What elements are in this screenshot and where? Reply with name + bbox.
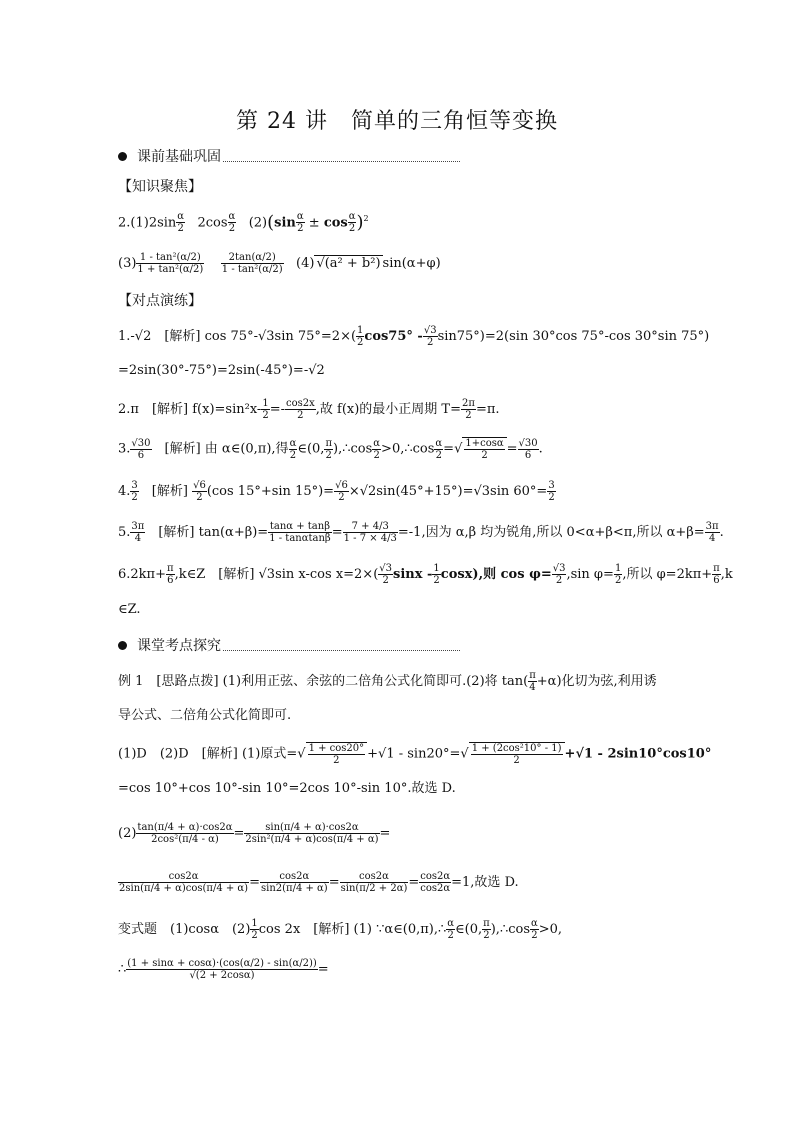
knowledge-heading: 【知识聚焦】 <box>118 179 202 195</box>
bullet-icon <box>118 152 127 161</box>
knowledge-item-3: (3) $\frac{\text{1 - tan²(α/2)}}{\text{1 + tan²(α/2)}}$ $\frac{2\tan(\alpha/2)}{\text{1 - tan²(α/2)}}$ (4) √(a² + b²) sin(α+φ) <box>118 252 441 275</box>
section-label: 课前基础巩固 <box>137 149 221 165</box>
example-1-hint-cont: 导公式、二倍角公式化简即可. <box>118 708 292 723</box>
section-heading-in-class <box>118 635 460 655</box>
practice-item-4: 4. $\frac{3}{2}$ [解析] $\frac{√6}{2}$ (cos 15°+sin 15°)= $\frac{√6}{2}$ ×√2sin(45°+15°)=√3sin 60°= $\frac{3}{2}$ <box>118 480 555 503</box>
practice-item-6-cont: ∈Z. <box>118 602 141 617</box>
variant-problem: 变式题 (1)cosα (2) $\frac{1}{2}$ cos 2x [解析] (1) ∵α∈(0,π),∴ $\frac{\alpha}{2}$ ∈(0, $\frac{\pi}{2}$ ),∴cos $\frac{\alpha}{2}$ >0, <box>118 918 563 941</box>
variant-solution: ∴ $\frac{(1 + \sin\alpha + \cos\alpha)\cdot(\cos(\alpha/2) - \sin(\alpha/2))}{√(2 + 2\cos\alpha)}$ = <box>118 958 329 981</box>
practice-heading: 【对点演练】 <box>118 293 202 309</box>
practice-item-6: 6.2kπ+ $\frac{\pi}{6}$ ,k∈Z [解析] √3sin x-cos x=2×( $\frac{√3}{2}$ sinx - $\frac{1}{2}$ cosx),则 cos φ= $\frac{√3}{2}$ ,sin φ= $\frac{1}{2}$ ,所以 φ=2kπ+ $\frac{\pi}{6}$ ,k <box>118 563 733 586</box>
section-label: 课堂考点探究 <box>137 638 221 654</box>
example-1-part2: (2) $\frac{\tan(\pi/4 + \alpha)\cdot\cos 2\alpha}{\text{2cos²(π/4 - α)}}$ = $\frac{\sin(\pi/4 + \alpha)\cdot\cos 2\alpha}{\text{2sin²(π/4 + α)cos(π/4 + α)}}$ = <box>118 822 391 845</box>
practice-item-2: 2.π [解析] f(x)=sin²x- $\frac{1}{2}$ =- $\frac{\cos 2x}{2}$ ,故 f(x)的最小正周期 T= $\frac{2\pi}{2}$ =π. <box>118 398 500 421</box>
practice-item-3: 3. $\frac{√30}{6}$ [解析] 由 α∈(0,π),得 $\frac{\alpha}{2}$ ∈(0, $\frac{\pi}{2}$ ),∴cos $\frac{\alpha}{2}$ >0,∴cos $\frac{\alpha}{2}$ =√ $\frac{1+\cos\alpha}{2}$ = $\frac{√30}{6}$ . <box>118 437 543 461</box>
example-1-hint: 例 1 [思路点拨] (1)利用正弦、余弦的二倍角公式化简即可.(2)将 tan( $\frac{\pi}{4}$ +α)化切为弦,利用诱 <box>118 670 657 693</box>
dotted-leader <box>223 160 460 162</box>
practice-item-5: 5. $\frac{3\pi}{4}$ [解析] tan(α+β)= $\frac{\tan\alpha + \tan\beta}{1 - \tan\alpha\tan\beta}$ = $\frac{7 + 4/3}{1 - 7 \times 4/3}$ =-1,因为 α,β 均为锐角,所以 0<α+β<π,所以 α+β= $\frac{3\pi}{4}$ . <box>118 521 724 544</box>
page-title: 第 24 讲 简单的三角恒等变换 <box>236 109 558 134</box>
section-heading-pre-class <box>118 146 460 166</box>
bullet-icon <box>118 641 127 650</box>
dotted-leader <box>223 649 460 651</box>
example-1-answer: (1)D (2)D [解析] (1)原式=√ $\frac{1 + \cos 20^\circ}{2}$ +√1 - sin20°=√ $\frac{\text{1 + (2cos²10° - 1)}}{2}$ +√1 - 2sin10°cos10° <box>118 743 712 766</box>
knowledge-item-2: 2.(1)2sin $\frac{\alpha}{2}$ 2cos $\frac{\alpha}{2}$ (2)(sin $\frac{\alpha}{2}$ ± cos $\frac{\alpha}{2}$ )$^2$ <box>118 211 369 235</box>
example-1-answer-cont: =cos 10°+cos 10°-sin 10°=2cos 10°-sin 10°.故选 D. <box>118 781 456 796</box>
practice-item-1-cont: =2sin(30°-75°)=2sin(-45°)=-√2 <box>118 363 325 378</box>
practice-item-1: 1.-√2 [解析] cos 75°-√3sin 75°=2×( $\frac{1}{2}$ cos75° - $\frac{√3}{2}$ sin75°)=2(sin 30°cos 75°-cos 30°sin 75°) <box>118 325 710 348</box>
example-1-part2-cont: $\frac{\cos 2\alpha}{2\sin(\pi/4 + \alpha)\cos(\pi/4 + \alpha)}$ = $\frac{\cos 2\alpha}{\sin 2(\pi/4 + \alpha)}$ = $\frac{\cos 2\alpha}{\sin(\pi/2 + 2\alpha)}$ = $\frac{\cos 2\alpha}{\cos 2\alpha}$ =1,故选 D. <box>119 871 519 894</box>
